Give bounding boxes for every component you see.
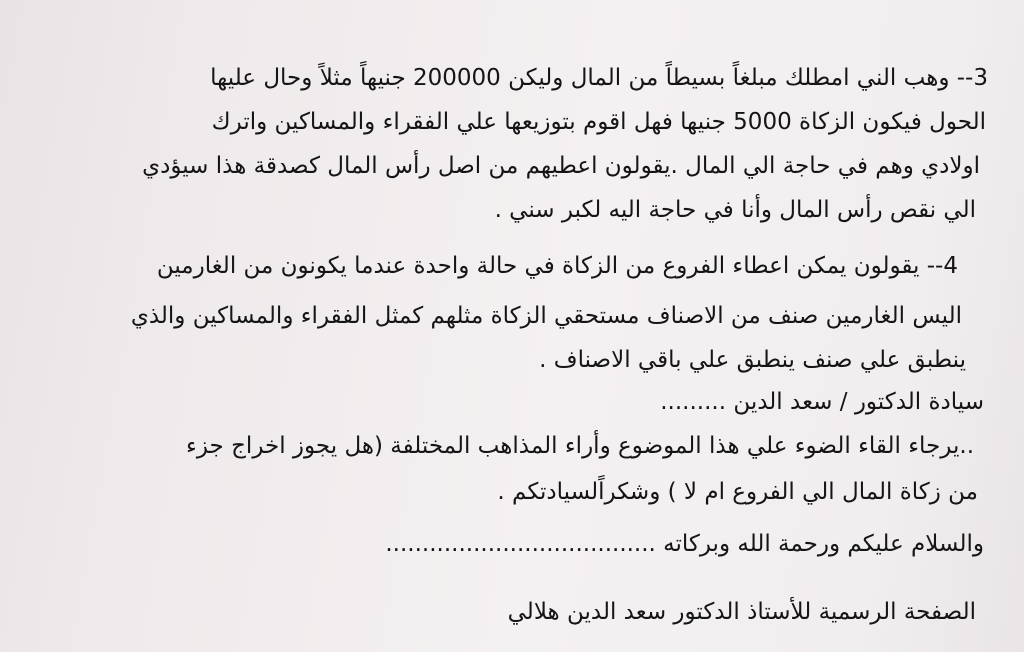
official-page-footer: الصفحة الرسمية للأستاذ الدكتور سعد الدين هلالي	[507, 599, 976, 625]
request-line-1: ..يرجاء القاء الضوء علي هذا الموضوع وأراء المذاهب المختلفة (هل يجوز اخراج جزء	[186, 433, 974, 459]
question-3-line-2: الحول فيكون الزكاة 5000 جنيها فهل اقوم بتوزيعها علي الفقراء والمساكين واترك	[211, 109, 986, 135]
question-4-line-2: اليس الغارمين صنف من الاصناف مستحقي الزكاة مثلهم كمثل الفقراء والمساكين والذي	[130, 303, 962, 329]
question-3-line-3: اولادي وهم في حاجة الي المال .يقولون اعطيهم من اصل رأس المال كصدقة هذا سيؤدي	[142, 153, 980, 179]
addressee-line: سيادة الدكتور / سعد الدين .........	[660, 389, 984, 415]
question-4-line-3: ينطبق علي صنف ينطبق علي باقي الاصناف .	[539, 347, 966, 373]
question-3-line-1: 3-- وهب الني امطلك مبلغاً بسيطاً من المال وليكن 200000 جنيهاً مثلاً وحال عليها	[210, 65, 988, 91]
question-3-line-4: الي نقص رأس المال وأنا في حاجة اليه لكبر سني .	[494, 197, 976, 223]
request-line-2: من زكاة المال الي الفروع ام لا ) وشكراًلسيادتكم .	[497, 479, 978, 505]
closing-greeting: والسلام عليكم ورحمة الله وبركاته .....................................	[385, 531, 984, 557]
question-4-line-1: 4-- يقولون يمكن اعطاء الفروع من الزكاة في حالة واحدة عندما يكونون من الغارمين	[156, 253, 958, 279]
